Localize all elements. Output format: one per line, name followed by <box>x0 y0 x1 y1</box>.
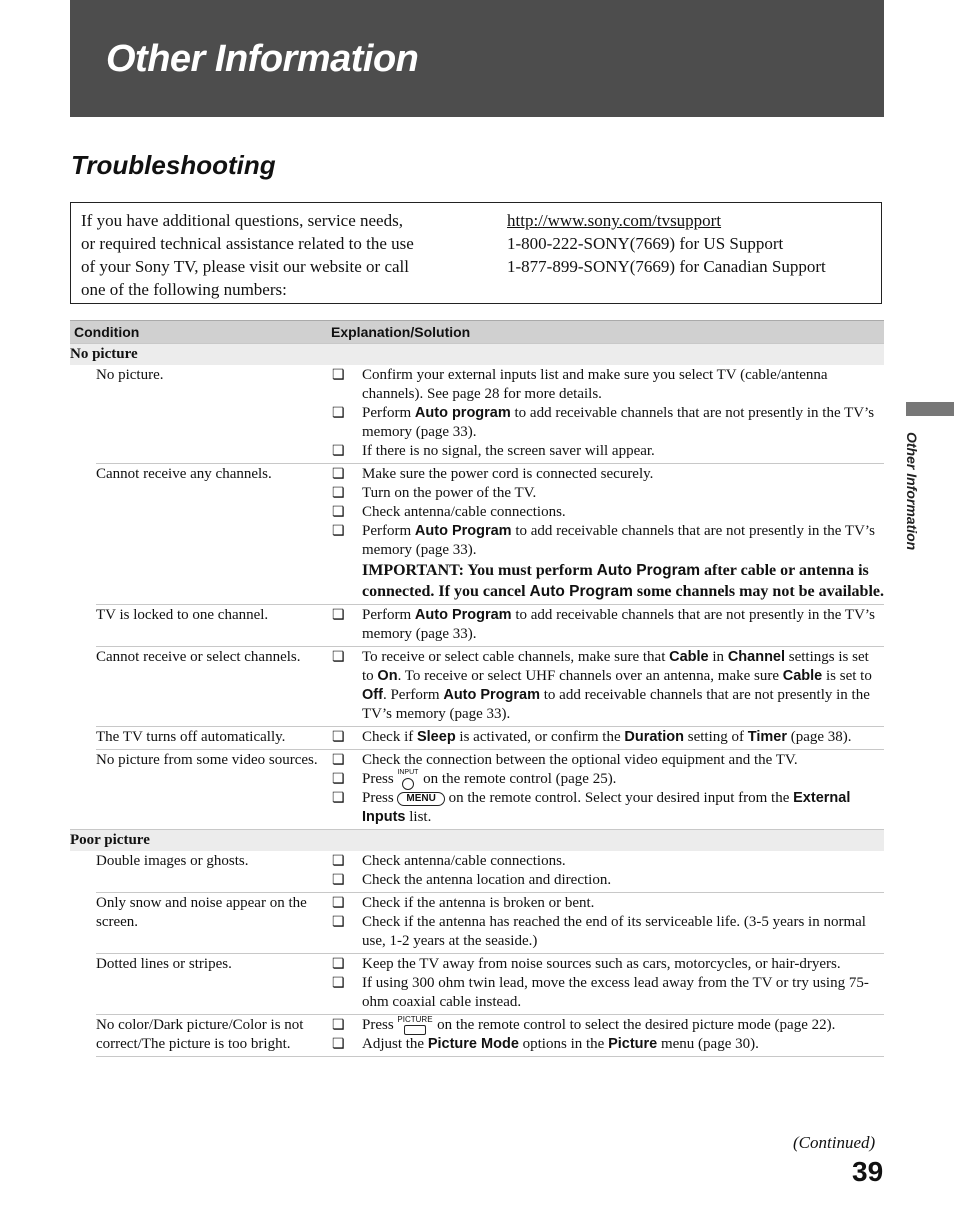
support-info-text: If you have additional questions, service needs, or required technical assistance related to the use of your Sony TV, please visit our website or call one of the following numbers: <box>81 211 414 299</box>
text-run: If using 300 ohm twin lead, move the excess lead away from the TV or try using 75-ohm coaxial cable instead. <box>362 975 869 1010</box>
text-run: IMPORTANT: You must perform <box>362 562 597 579</box>
menu-button-icon: MENU <box>397 792 444 806</box>
chapter-tab-marker <box>906 402 954 416</box>
text-run: after cable or antenna is connected. If you cancel <box>362 562 869 600</box>
solution-item <box>328 404 884 442</box>
solution-cell <box>328 852 884 890</box>
chapter-side-label <box>902 432 922 582</box>
checkbox-bullet-icon: ❏ <box>332 406 345 421</box>
support-contacts <box>507 209 879 278</box>
group-title: No picture <box>70 346 138 362</box>
menu-term: Sleep <box>416 729 456 745</box>
solution-item <box>328 484 884 503</box>
condition-cell: Cannot receive or select channels. <box>96 649 301 665</box>
menu-term: Off <box>362 687 383 703</box>
checkbox-bullet-icon: ❏ <box>332 772 345 787</box>
text-run: setting of <box>683 729 748 745</box>
table-row <box>96 726 884 749</box>
checkbox-bullet-icon: ❏ <box>332 854 345 869</box>
group-title: Poor picture <box>70 832 150 848</box>
solution-item <box>328 442 884 461</box>
table-row <box>96 851 884 892</box>
text-run: Keep the TV away from noise sources such as cars, motorcycles, or hair-dryers. <box>362 956 841 972</box>
group-header <box>70 343 884 365</box>
solution-cell <box>328 751 884 827</box>
canada-support-number: 1-877-899-SONY(7669) for Canadian Support <box>507 257 826 276</box>
text-run: options in the <box>518 1036 609 1052</box>
text-run: Make sure the power cord is connected securely. <box>362 466 654 482</box>
solution-item <box>328 770 884 789</box>
table-body <box>70 343 884 1057</box>
table-row <box>96 953 884 1014</box>
menu-term: Auto Program <box>443 687 541 703</box>
text-run: some channels may not be available. <box>632 583 884 600</box>
text-run: is set to <box>822 668 872 684</box>
condition-cell: The TV turns off automatically. <box>96 729 286 745</box>
checkbox-bullet-icon: ❏ <box>332 505 345 520</box>
condition-cell: Dotted lines or stripes. <box>96 956 232 972</box>
checkbox-bullet-icon: ❏ <box>332 368 345 383</box>
menu-term: Cable <box>669 649 709 665</box>
solution-item <box>328 1016 884 1035</box>
checkbox-bullet-icon: ❏ <box>332 873 345 888</box>
solution-item <box>328 751 884 770</box>
menu-term: External Inputs <box>362 790 851 825</box>
text-run: Check the connection between the optional video equipment and the TV. <box>362 752 798 768</box>
picture-button-icon: PICTURE <box>397 1017 433 1035</box>
important-note <box>328 560 884 602</box>
solution-item <box>328 522 884 560</box>
section-title: Troubleshooting <box>71 150 276 180</box>
table-row <box>96 365 884 463</box>
table-row <box>96 892 884 953</box>
checkbox-bullet-icon: ❏ <box>332 467 345 482</box>
menu-term: Auto Program <box>596 562 701 579</box>
group-header <box>70 829 884 851</box>
text-run: Check if the antenna has reached the end of its serviceable life. (3-5 years in normal use, 1-2 years at the seaside.) <box>362 914 866 949</box>
text-run: on the remote control. Select your desired input from the <box>444 790 794 806</box>
text-run: Press <box>362 790 398 806</box>
text-run: to add receivable channels that are not presently in the TV’s memory (page 33). <box>362 607 875 642</box>
solution-cell <box>328 955 884 1012</box>
table-header <box>70 320 884 343</box>
checkbox-bullet-icon: ❏ <box>332 730 345 745</box>
column-header-solution: Explanation/Solution <box>331 324 471 340</box>
solution-cell <box>328 894 884 951</box>
text-run: in <box>708 649 728 665</box>
solution-cell <box>328 606 884 644</box>
solution-item <box>328 871 884 890</box>
text-run: . Perform <box>382 687 444 703</box>
condition-cell: Only snow and noise appear on the screen. <box>96 895 307 930</box>
solution-item <box>328 913 884 951</box>
solution-cell <box>328 728 884 747</box>
checkbox-bullet-icon: ❏ <box>332 976 345 991</box>
solution-item <box>328 789 884 827</box>
checkbox-bullet-icon: ❏ <box>332 524 345 539</box>
menu-term: Auto Program <box>414 607 512 623</box>
menu-term: Auto program <box>414 405 511 421</box>
input-button-icon: INPUT <box>397 771 419 789</box>
table-row <box>96 646 884 726</box>
checkbox-bullet-icon: ❏ <box>332 608 345 623</box>
text-run: on the remote control to select the desired picture mode (page 22). <box>433 1017 836 1033</box>
text-run: Check antenna/cable connections. <box>362 504 566 520</box>
checkbox-bullet-icon: ❏ <box>332 444 345 459</box>
checkbox-bullet-icon: ❏ <box>332 650 345 665</box>
table-row <box>96 1014 884 1056</box>
solution-item <box>328 1035 884 1054</box>
solution-item <box>328 465 884 484</box>
checkbox-bullet-icon: ❏ <box>332 753 345 768</box>
solution-item <box>328 974 884 1012</box>
solution-cell <box>328 465 884 602</box>
menu-term: On <box>377 668 398 684</box>
text-run: Press <box>362 771 398 787</box>
text-run: menu (page 30). <box>657 1036 759 1052</box>
menu-term: Auto Program <box>414 523 512 539</box>
text-run: Confirm your external inputs list and make sure you select TV (cable/antenna channels). See page 28 for more details. <box>362 367 828 402</box>
text-run: Check the antenna location and direction. <box>362 872 612 888</box>
text-run: To receive or select cable channels, make sure that <box>362 649 670 665</box>
checkbox-bullet-icon: ❏ <box>332 486 345 501</box>
table-row <box>96 604 884 646</box>
solution-item <box>328 648 884 724</box>
checkbox-bullet-icon: ❏ <box>332 915 345 930</box>
text-run: Perform <box>362 523 415 539</box>
condition-cell: No picture. <box>96 367 164 383</box>
column-header-condition: Condition <box>74 324 140 340</box>
checkbox-bullet-icon: ❏ <box>332 957 345 972</box>
table-row <box>96 463 884 604</box>
condition-cell: No picture from some video sources. <box>96 752 318 768</box>
solution-item <box>328 728 884 747</box>
condition-cell: Cannot receive any channels. <box>96 466 272 482</box>
condition-cell: Double images or ghosts. <box>96 853 249 869</box>
chapter-side-label-text: Other Information <box>904 432 920 551</box>
text-run: Check antenna/cable connections. <box>362 853 566 869</box>
solution-item <box>328 852 884 871</box>
text-run: is activated, or confirm the <box>455 729 625 745</box>
text-run: (page 38). <box>786 729 852 745</box>
menu-term: Auto Program <box>529 583 633 600</box>
table-end-rule <box>96 1056 884 1057</box>
table-row <box>96 749 884 829</box>
text-run: to add receivable channels that are not presently in the TV’s memory (page 33). <box>362 687 870 722</box>
page-number: 39 <box>852 1156 884 1187</box>
menu-term: Picture <box>608 1036 658 1052</box>
chapter-banner <box>70 0 884 117</box>
text-run: Perform <box>362 405 415 421</box>
text-run: list. <box>405 809 432 825</box>
us-support-number: 1-800-222-SONY(7669) for US Support <box>507 234 784 253</box>
solution-cell <box>328 366 884 461</box>
solution-cell <box>328 1016 884 1054</box>
text-run: settings is set to <box>362 649 869 684</box>
text-run: on the remote control (page 25). <box>419 771 617 787</box>
condition-cell: No color/Dark picture/Color is not correct/The picture is too bright. <box>96 1017 304 1052</box>
text-run: Check if <box>362 729 417 745</box>
support-info-box <box>70 202 882 304</box>
menu-term: Channel <box>727 649 786 665</box>
menu-term: Timer <box>747 729 787 745</box>
text-run: to add receivable channels that are not presently in the TV’s memory (page 33). <box>362 523 875 558</box>
text-run: If there is no signal, the screen saver will appear. <box>362 443 655 459</box>
menu-term: Picture Mode <box>427 1036 519 1052</box>
menu-term: Cable <box>782 668 823 684</box>
solution-cell <box>328 648 884 724</box>
text-run: Adjust the <box>362 1036 428 1052</box>
solution-item <box>328 606 884 644</box>
condition-cell: TV is locked to one channel. <box>96 607 269 623</box>
checkbox-bullet-icon: ❏ <box>332 1018 345 1033</box>
solution-item <box>328 894 884 913</box>
text-run: . To receive or select UHF channels over an antenna, make sure <box>397 668 783 684</box>
checkbox-bullet-icon: ❏ <box>332 1037 345 1052</box>
menu-term: Duration <box>624 729 684 745</box>
text-run: Perform <box>362 607 415 623</box>
solution-item <box>328 955 884 974</box>
solution-item <box>328 366 884 404</box>
troubleshooting-table <box>70 320 884 1057</box>
continued-note: (Continued) <box>793 1133 876 1152</box>
text-run: to add receivable channels that are not presently in the TV’s memory (page 33). <box>362 405 875 440</box>
solution-item <box>328 503 884 522</box>
text-run: Turn on the power of the TV. <box>362 485 537 501</box>
text-run: Press <box>362 1017 398 1033</box>
text-run: Check if the antenna is broken or bent. <box>362 895 595 911</box>
support-url-link[interactable]: http://www.sony.com/tvsupport <box>507 211 722 230</box>
chapter-title: Other Information <box>106 38 419 80</box>
checkbox-bullet-icon: ❏ <box>332 791 345 806</box>
checkbox-bullet-icon: ❏ <box>332 896 345 911</box>
